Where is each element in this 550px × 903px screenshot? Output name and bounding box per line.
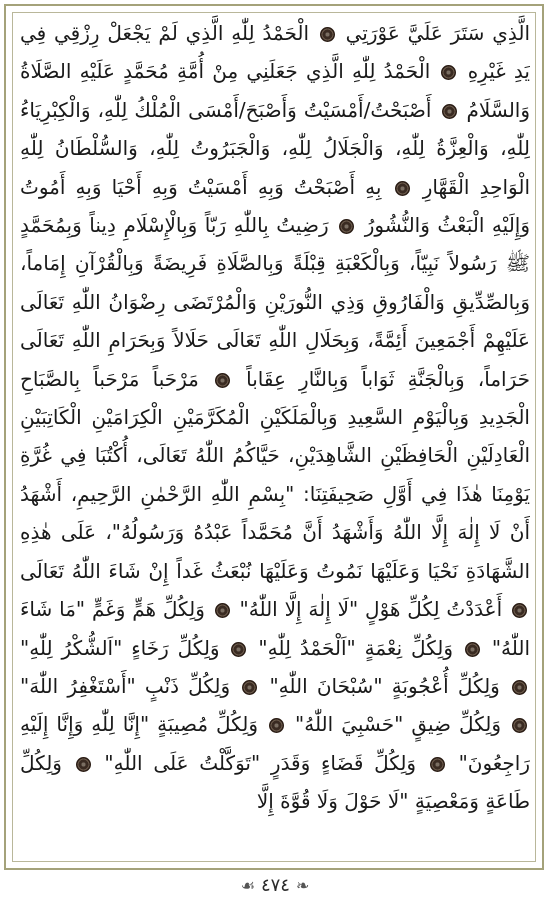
text-paragraph bbox=[20, 14, 530, 821]
page-number: ٤٧٤ bbox=[260, 874, 290, 896]
text-segment: وَلِكُلِّ طَاعَةٍ وَمَعْصِيَةٍ "لَا حَوْلَ وَلَا قُوَّةَ إِلَّا bbox=[20, 750, 530, 814]
rosette-separator-icon bbox=[231, 642, 246, 657]
rosette-separator-icon bbox=[512, 718, 527, 733]
text-segment: وَلِكُلِّ أُعْجُوبَةٍ "سُبْحَانَ اللّٰهِ" bbox=[269, 673, 500, 698]
text-segment: بِهِ أَصْبَحْتُ وَبِهِ أَمْسَيْتُ وَبِهِ أَحْيَا وَبِهِ أَمُوتُ وَإِلَيْهِ الْبَعْثُ وَالنُّشُورُ bbox=[20, 174, 530, 238]
text-segment: الَّذِي سَتَرَ عَلَيَّ عَوْرَتِي bbox=[345, 21, 530, 45]
rosette-separator-icon bbox=[512, 680, 527, 695]
text-segment: وَلِكُلِّ قَضَاءٍ وَقَدَرٍ "تَوَكَّلْتُ عَلَى اللّٰهِ" bbox=[104, 750, 417, 775]
rosette-separator-icon bbox=[442, 104, 457, 119]
text-segment: وَلِكُلِّ هَمٍّ وَغَمٍّ "مَا شَاءَ اللّٰهُ" bbox=[20, 597, 530, 660]
rosette-separator-icon bbox=[242, 680, 257, 695]
rosette-separator-icon bbox=[215, 603, 230, 618]
rosette-separator-icon bbox=[215, 373, 230, 388]
text-segment: وَلِكُلِّ نِعْمَةٍ "اَلْحَمْدُ لِلّٰهِ" bbox=[258, 635, 453, 660]
text-segment: الْحَمْدُ لِلّٰهِ الَّذِي لَمْ يَجْعَلْ رِزْقِي فِي يَدِ غَيْرِهِ bbox=[20, 21, 530, 84]
rosette-separator-icon bbox=[441, 65, 456, 80]
text-segment: وَلِكُلِّ رَخَاءٍ "اَلشُّكْرُ لِلّٰهِ" bbox=[20, 635, 220, 660]
text-segment: وَلِكُلِّ ذَنْبٍ "أَسْتَغْفِرُ اللّٰهَ" bbox=[20, 673, 231, 698]
rosette-separator-icon bbox=[430, 757, 445, 772]
ornament-icon: ❧ bbox=[295, 875, 310, 895]
text-segment: أَعْدَدْتُ لِكُلِّ هَوْلٍ "لَا إِلٰهَ إِلَّا اللّٰهُ" bbox=[239, 597, 503, 622]
page-footer bbox=[0, 872, 550, 898]
text-segment: الْحَمْدُ لِلّٰهِ الَّذِي جَعَلَنِي مِنْ أُمَّةِ مُحَمَّدٍ عَلَيْهِ الصَّلَاةُ وَالسَّلَامُ bbox=[20, 59, 530, 122]
rosette-separator-icon bbox=[465, 642, 480, 657]
rosette-separator-icon bbox=[320, 27, 335, 42]
rosette-separator-icon bbox=[269, 718, 284, 733]
text-segment: وَلِكُلِّ مُصِيبَةٍ "إِنَّا لِلّٰهِ وَإِنَّا إِلَيْهِ رَاجِعُونَ" bbox=[20, 712, 530, 775]
text-segment: وَلِكُلِّ ضِيقٍ "حَسْبِيَ اللّٰهُ" bbox=[295, 712, 501, 737]
text-segment: مَرْحَباً مَرْحَباً بِالصَّبَاحِ الْجَدِيدِ وَبِالْيَوْمِ السَّعِيدِ وَبِالْمَلَكَيْنِ الْمُكَرَّمَيْنِ الْكِرَامَيْنِ الْكَاتِبَيْنِ الْعَادِلَيْنِ الْحَافِظَيْنِ الشَّاهِدَيْنِ، حَيَّاكُمُ اللّٰهُ تَعَالَى، أُكْتُبَا فِي غُرَّةِ يَوْمِنَا هٰذَا فِي أَوَّلِ صَحِيفَتِنَا: "بِسْمِ اللّٰهِ الرَّحْمٰنِ الرَّحِيمِ، أَشْهَدُ أَنْ لَا إِلٰهَ إِلَّا اللّٰهُ وَأَشْهَدُ أَنَّ مُحَمَّداً عَبْدُهُ وَرَسُولُهُ"، عَلَى هٰذِهِ الشَّهَادَةِ نَحْيَا وَعَلَيْهَا نَمُوتُ وَعَلَيْهَا نُبْعَثُ غَداً إِنْ شَاءَ اللّٰهُ تَعَالَى bbox=[20, 366, 530, 583]
prayer-text-block bbox=[20, 14, 530, 862]
text-segment: رَضِيتُ بِاللّٰهِ رَبّاً وَبِالْإِسْلَامِ دِيناً وَبِمُحَمَّدٍ ﷺ رَسُولاً نَبِيّاً، وَبِالْكَعْبَةِ قِبْلَةً وَبِالصَّلَاةِ فَرِيضَةً وَبِالْقُرْآنِ إِمَاماً، وَبِالصِّدِّيقِ وَالْفَارُوقِ وَذِي النُّورَيْنِ وَالْمُرْتَضَى رِضْوَانُ اللّٰهِ تَعَالَى عَلَيْهِمْ أَجْمَعِينَ أَئِمَّةً، وَبِحَلَالِ اللّٰهِ تَعَالَى حَلَالاً وَبِحَرَامِ اللّٰهِ تَعَالَى حَرَاماً، وَبِالْجَنَّةِ ثَوَاباً وَبِالنَّارِ عِقَاباً bbox=[20, 213, 530, 391]
ornament-icon: ☙ bbox=[240, 875, 255, 895]
rosette-separator-icon bbox=[512, 603, 527, 618]
text-segment: أَصْبَحْتُ/أَمْسَيْتُ وَأَصْبَحَ/أَمْسَى الْمُلْكُ لِلّٰهِ، وَالْكِبْرِيَاءُ لِلّٰهِ، وَالْعِزَّةُ لِلّٰهِ، وَالْجَلَالُ لِلّٰهِ، وَالْجَبَرُوتُ لِلّٰهِ، وَالسُّلْطَانُ لِلّٰهِ الْوَاحِدِ الْقَهَّارِ bbox=[20, 97, 530, 199]
rosette-separator-icon bbox=[395, 181, 410, 196]
rosette-separator-icon bbox=[76, 757, 91, 772]
rosette-separator-icon bbox=[339, 219, 354, 234]
